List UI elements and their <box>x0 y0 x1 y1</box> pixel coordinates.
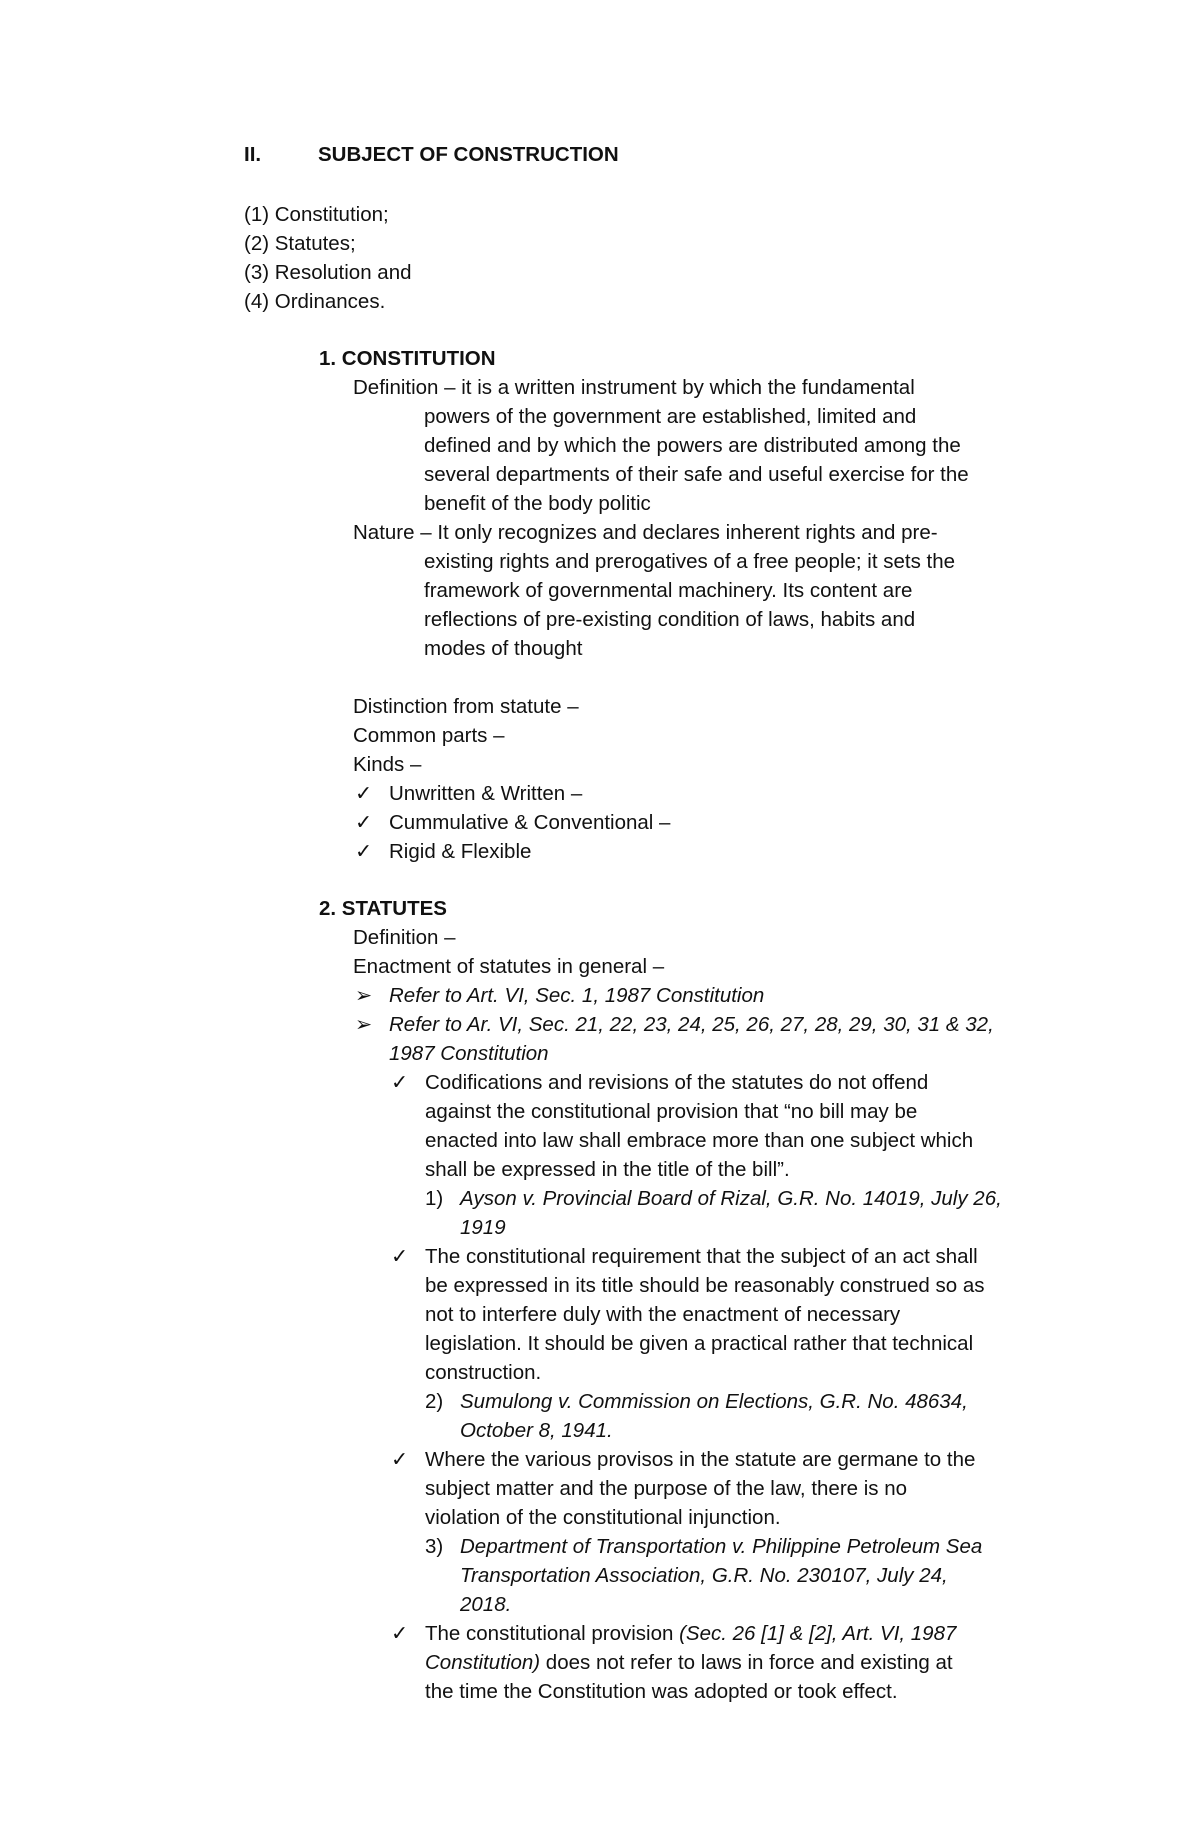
list-item: (3) Resolution and <box>244 261 412 284</box>
case-number: 1) <box>425 1187 444 1210</box>
kind-item: Cummulative & Conventional – <box>389 811 671 834</box>
case-citation-line: 1919 <box>460 1216 506 1239</box>
check-text-line: against the constitutional provision that “no bill may be <box>425 1100 918 1123</box>
check-text-line: construction. <box>425 1361 542 1384</box>
kind-item: Unwritten & Written – <box>389 782 583 805</box>
case-number: 2) <box>425 1390 444 1413</box>
check-icon: ✓ <box>391 1622 409 1645</box>
nature-line: reflections of pre-existing condition of laws, habits and <box>424 608 916 631</box>
distinction-label: Distinction from statute – <box>353 695 579 718</box>
nature-line: existing rights and prerogatives of a free people; it sets the <box>424 550 956 573</box>
arrow-icon: ➢ <box>355 984 373 1007</box>
common-parts-label: Common parts – <box>353 724 505 747</box>
check-text-line: The constitutional requirement that the subject of an act shall <box>425 1245 978 1268</box>
enactment-label: Enactment of statutes in general – <box>353 955 665 978</box>
case-citation-line: Sumulong v. Commission on Elections, G.R. No. 48634, <box>460 1390 968 1413</box>
reference-line: 1987 Constitution <box>389 1042 549 1065</box>
case-citation-line: Ayson v. Provincial Board of Rizal, G.R. No. 14019, July 26, <box>460 1187 1002 1210</box>
definition-line: defined and by which the powers are distributed among the <box>424 434 961 457</box>
statutes-definition-label: Definition – <box>353 926 456 949</box>
check-text-citation: Constitution) <box>425 1651 541 1674</box>
check-icon: ✓ <box>391 1245 409 1268</box>
definition-line: Definition – it is a written instrument by which the fundamental <box>353 376 915 399</box>
case-citation-line: Transportation Association, G.R. No. 230107, July 24, <box>460 1564 948 1587</box>
nature-line: modes of thought <box>424 637 583 660</box>
case-citation-line: Department of Transportation v. Philippine Petroleum Sea <box>460 1535 983 1558</box>
check-icon: ✓ <box>355 811 373 834</box>
check-text-line: not to interfere duly with the enactment of necessary <box>425 1303 901 1326</box>
list-item: (4) Ordinances. <box>244 290 386 313</box>
list-item: (1) Constitution; <box>244 203 389 226</box>
check-text-line: enacted into law shall embrace more than one subject which <box>425 1129 974 1152</box>
arrow-icon: ➢ <box>355 1013 373 1036</box>
check-text-citation: (Sec. 26 [1] & [2], Art. VI, 1987 <box>679 1622 957 1645</box>
kind-item: Rigid & Flexible <box>389 840 532 863</box>
check-text-line <box>425 1619 956 1648</box>
nature-line: Nature – It only recognizes and declares inherent rights and pre- <box>353 521 938 544</box>
check-icon: ✓ <box>355 840 373 863</box>
check-icon: ✓ <box>391 1448 409 1471</box>
reference-line: Refer to Ar. VI, Sec. 21, 22, 23, 24, 25, 26, 27, 28, 29, 30, 31 & 32, <box>389 1013 994 1036</box>
check-text-plain: The constitutional provision <box>425 1622 680 1645</box>
definition-line: powers of the government are established, limited and <box>424 405 917 428</box>
list-item: (2) Statutes; <box>244 232 356 255</box>
section-title: SUBJECT OF CONSTRUCTION <box>318 143 619 166</box>
section-numeral: II. <box>244 143 262 166</box>
check-text-plain: does not refer to laws in force and existing at <box>540 1651 953 1674</box>
constitution-heading: 1. CONSTITUTION <box>319 347 496 370</box>
check-text-line: shall be expressed in the title of the bill”. <box>425 1158 790 1181</box>
nature-line: framework of governmental machinery. Its content are <box>424 579 913 602</box>
reference-line: Refer to Art. VI, Sec. 1, 1987 Constitution <box>389 984 765 1007</box>
check-text-line: Codifications and revisions of the statutes do not offend <box>425 1071 929 1094</box>
case-number: 3) <box>425 1535 444 1558</box>
definition-line: several departments of their safe and useful exercise for the <box>424 463 969 486</box>
case-citation-line: 2018. <box>460 1593 512 1616</box>
check-text-line <box>425 1648 953 1677</box>
definition-line: benefit of the body politic <box>424 492 651 515</box>
check-text-line: violation of the constitutional injunction. <box>425 1506 781 1529</box>
case-citation-line: October 8, 1941. <box>460 1419 613 1442</box>
check-icon: ✓ <box>355 782 373 805</box>
check-icon: ✓ <box>391 1071 409 1094</box>
check-text-line: the time the Constitution was adopted or took effect. <box>425 1680 898 1703</box>
check-text-line: be expressed in its title should be reasonably construed so as <box>425 1274 985 1297</box>
statutes-heading: 2. STATUTES <box>319 897 447 920</box>
check-text-line: legislation. It should be given a practical rather that technical <box>425 1332 974 1355</box>
kinds-label: Kinds – <box>353 753 422 776</box>
check-text-line: subject matter and the purpose of the law, there is no <box>425 1477 908 1500</box>
check-text-line: Where the various provisos in the statute are germane to the <box>425 1448 976 1471</box>
